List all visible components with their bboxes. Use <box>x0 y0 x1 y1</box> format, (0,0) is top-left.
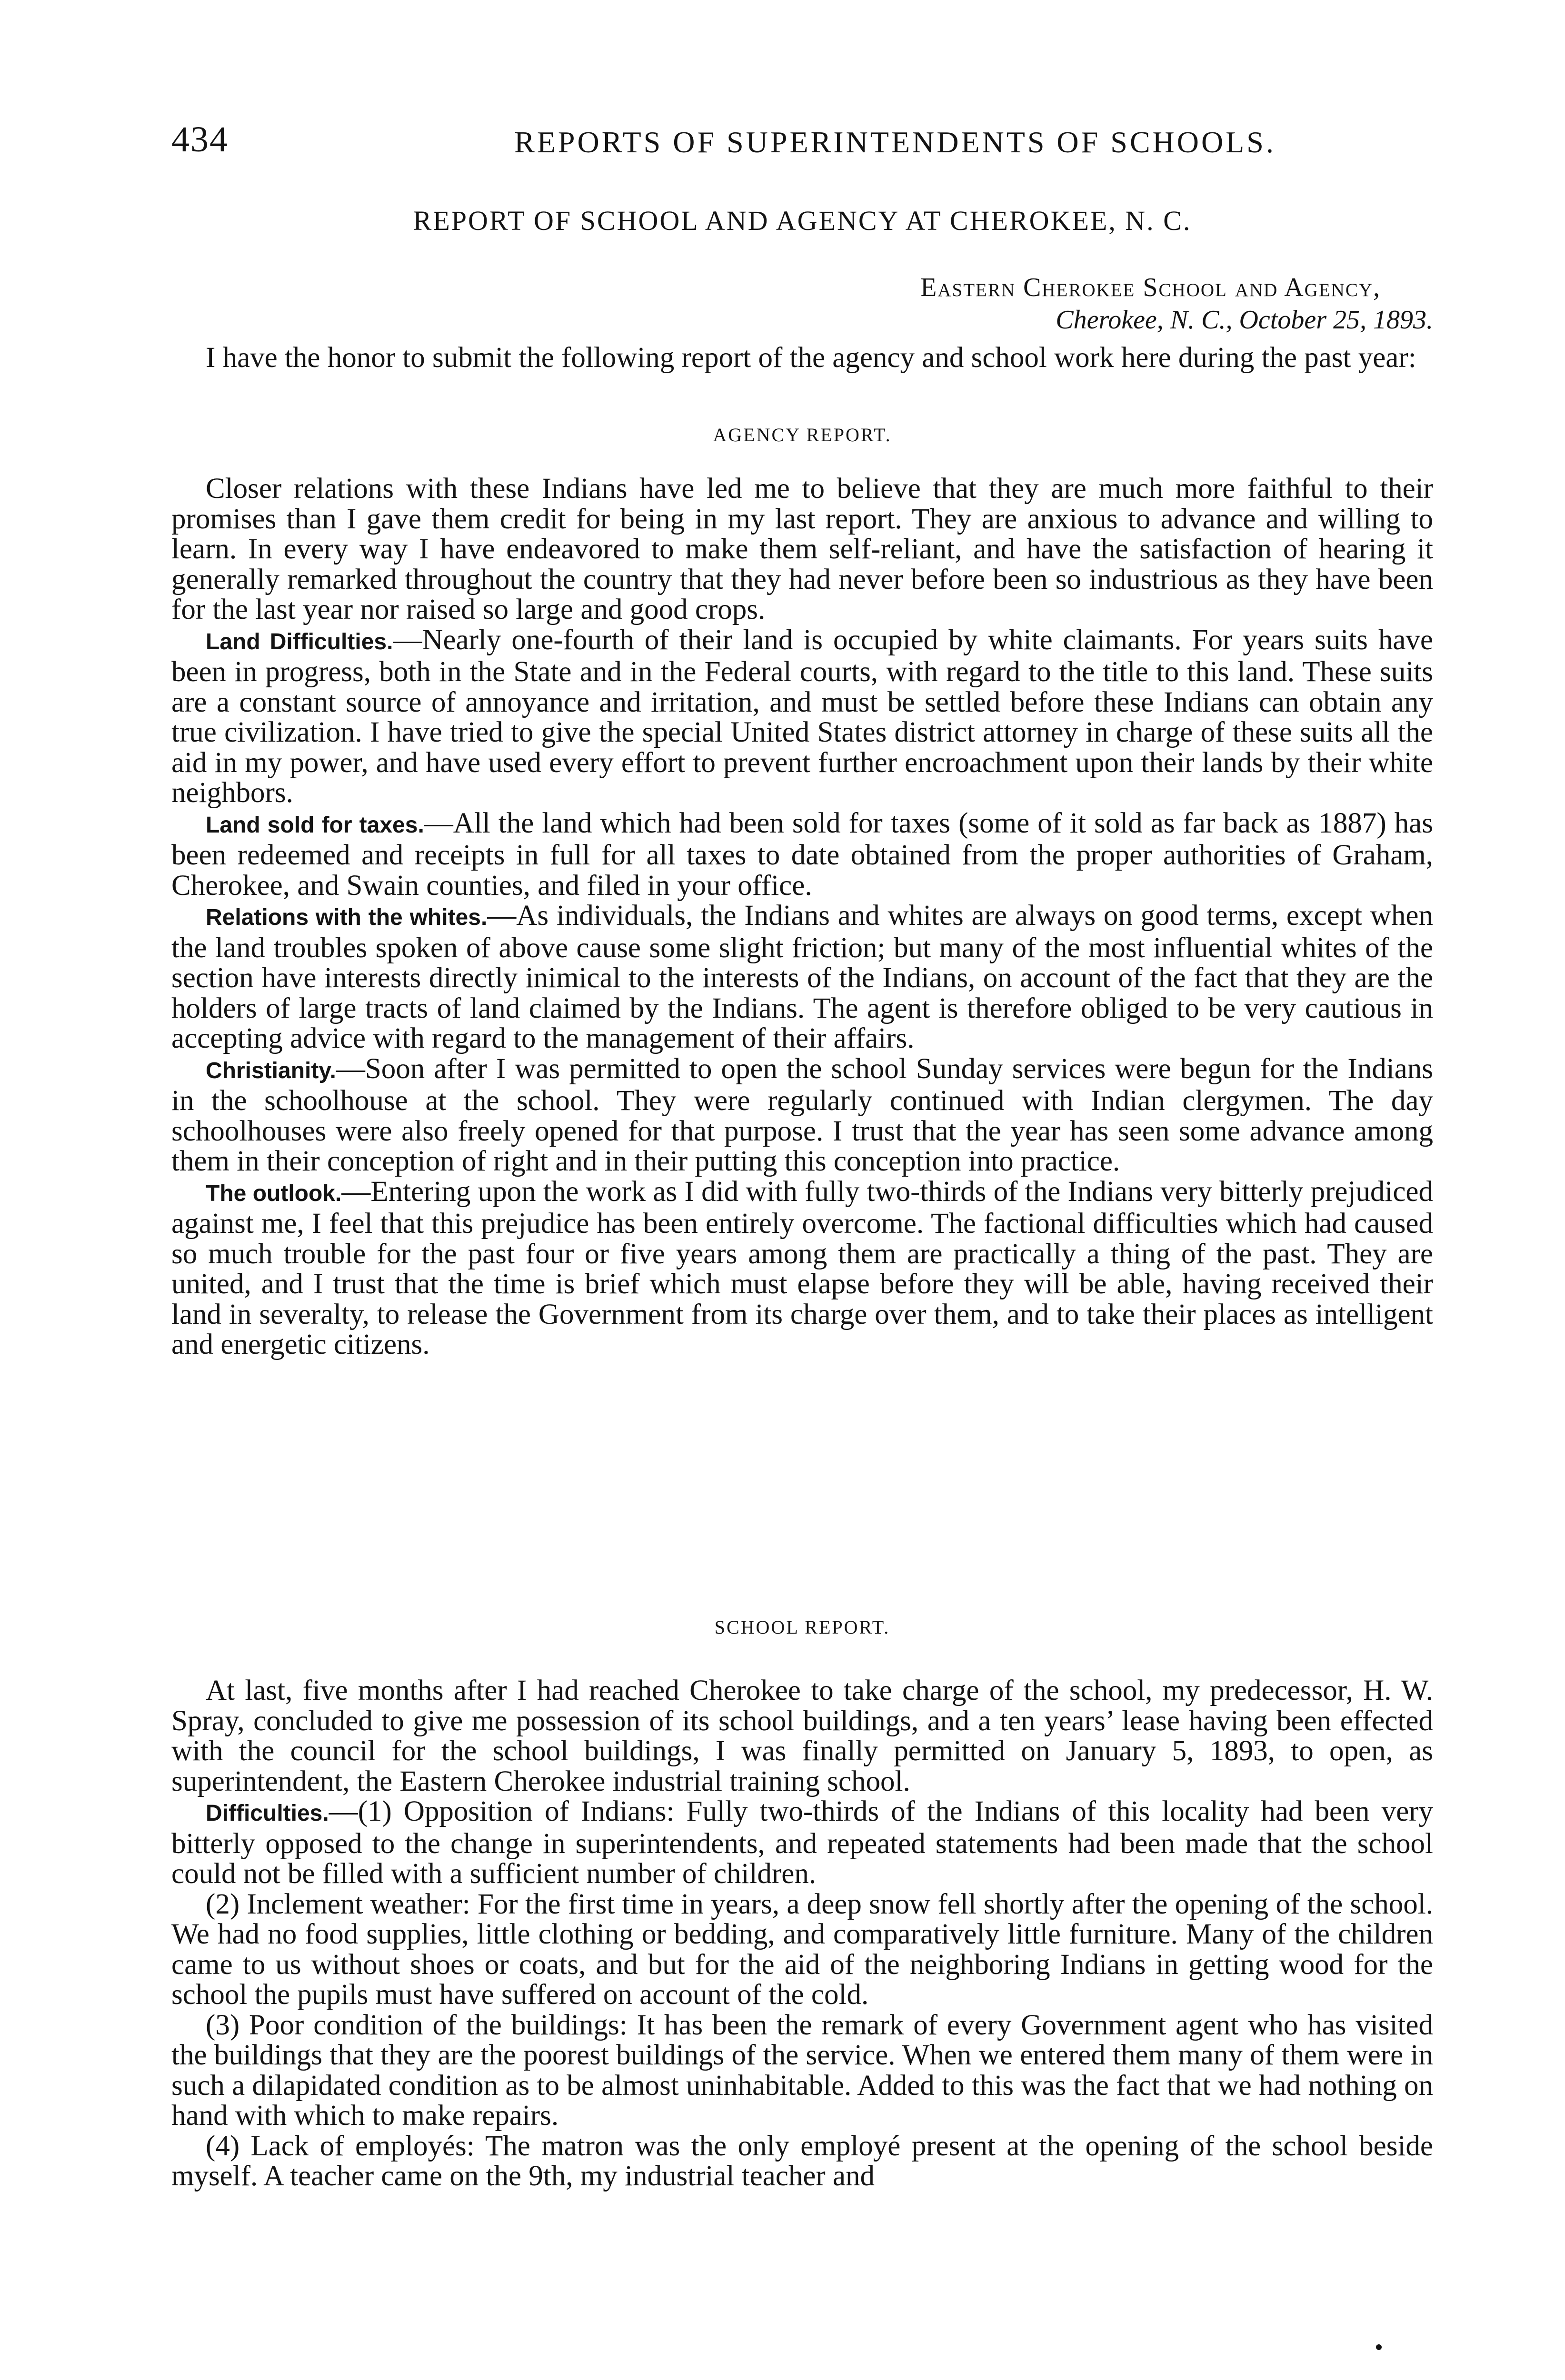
school-report-body <box>171 1676 1433 2192</box>
christianity-paragraph <box>171 1054 1433 1177</box>
intro-block <box>171 343 1433 373</box>
land-sold-lead: Land sold for taxes. <box>206 812 424 838</box>
employes-paragraph: (4) Lack of employés: The matron was the only employé present at the opening of the school beside myself. A teacher came on the 9th, my industrial teacher and <box>171 2130 1433 2192</box>
land-sold-text: —All the land which had been sold for taxes (some of it sold as far back as 1887) has been redeemed and receipts in full for all taxes to date obtained from the proper authorities of Graham, Cherokee, and Swain counties, and filed in your office. <box>171 807 1433 902</box>
school-opening-paragraph: At last, five months after I had reached Cherokee to take charge of the school, my predecessor, H. W. Spray, concluded to give me possession of its school buildings, and a ten years’ lease having been effected with the council for the school buildings, I was finally permitted on January 5, 1893, to open, as superintendent, the Eastern Cherokee industrial training school. <box>171 1675 1433 1797</box>
outlook-paragraph <box>171 1177 1433 1360</box>
agency-opening-paragraph: Closer relations with these Indians have led me to believe that they are much more faithful to their promises than I gave them credit for being in my last report. They are anxious to advance and willing to learn. In every way I have endeavored to make them self-reliant, and have the satisfaction of hearing it generally remarked throughout the country that they had never before been so industrious as they have been for the last year nor raised so large and good crops. <box>171 473 1433 625</box>
dateline <box>619 271 1433 336</box>
land-difficulties-paragraph <box>171 625 1433 808</box>
agency-report-body <box>171 474 1433 1360</box>
land-sold-paragraph <box>171 808 1433 901</box>
relations-paragraph <box>171 901 1433 1054</box>
report-title: REPORT OF SCHOOL AND AGENCY AT CHEROKEE, N. C. <box>413 205 1192 236</box>
land-difficulties-text: —Nearly one-fourth of their land is occupied by white claimants. For years suits have been in progress, both in the State and in the Federal courts, with regard to the title to this land. These suits are a constant source of annoyance and irritation, and must be settled before these Indians can obtain any true civilization. I have tried to give the special United States district attorney in charge of these suits all the aid in my power, and have used every effort to prevent further encroachment upon their lands by their white neighbors. <box>171 624 1433 809</box>
christianity-lead: Christianity. <box>206 1058 336 1083</box>
weather-paragraph: (2) Inclement weather: For the first time in years, a deep snow fell shortly after the opening of the school. We had no food supplies, little clothing or bedding, and comparatively little furniture. Many of the children came to us without shoes or coats, and but for the aid of the neighboring Indians in getting wood for the school the pupils must have suffered on account of the cold. <box>171 1888 1433 2011</box>
outlook-lead: The outlook. <box>206 1180 342 1206</box>
difficulties-paragraph <box>171 1796 1433 1889</box>
school-report-heading: SCHOOL REPORT. <box>714 1616 890 1638</box>
ink-dot <box>1376 2344 1382 2350</box>
running-title: REPORTS OF SUPERINTENDENTS OF SCHOOLS. <box>514 125 1276 159</box>
christianity-text: —Soon after I was permitted to open the school Sunday services were begun for the Indians in the schoolhouse at the school. They were regularly continued with Indian clergymen. The day schoolhouses were also freely opened for that purpose. I trust that the year has seen some advance among them in their conception of right and in their putting this conception into practice. <box>171 1052 1433 1177</box>
intro-paragraph: I have the honor to submit the following report of the agency and school work here during the past year: <box>206 342 1416 374</box>
running-header <box>171 119 1433 171</box>
difficulties-text: —(1) Opposition of Indians: Fully two-thirds of the Indians of this locality had been very bitterly opposed to the change in superintendents, and repeated statements had been made that the school could not be filled with a sufficient number of children. <box>171 1795 1433 1890</box>
relations-text: —As individuals, the Indians and whites are always on good terms, except when the land troubles spoken of above cause some slight friction; but many of the most influential whites of the section have interests directly inimical to the interests of the Indians, on account of the fact that they are the holders of large tracts of land claimed by the Indians. The agent is therefore obliged to be very cautious in accepting advice with regard to the management of their affairs. <box>171 900 1433 1054</box>
difficulties-lead: Difficulties. <box>206 1801 329 1826</box>
agency-report-heading: AGENCY REPORT. <box>713 424 892 446</box>
dateline-place: Cherokee, N. C., October 25, 1893. <box>1056 305 1433 335</box>
buildings-paragraph: (3) Poor condition of the buildings: It has been the remark of every Government agent who has visited the buildings that they are the poorest buildings of the service. When we entered them many of them were in such a dilapidated condition as to be almost uninhabitable. Added to this was the fact that we had nothing on hand with which to make repairs. <box>171 2009 1433 2132</box>
land-difficulties-lead: Land Difficulties. <box>206 629 393 654</box>
page-number: 434 <box>171 119 229 159</box>
relations-lead: Relations with the whites. <box>206 905 488 930</box>
outlook-text: —Entering upon the work as I did with fully two-thirds of the Indians very bitterly prejudiced against me, I feel that this prejudice has been entirely overcome. The factional difficulties which had caused so much trouble for the past four or five years among them are practically a thing of the past. They are united, and I trust that the time is brief which must elapse before they will be able, having received their land in severalty, to release the Government from its charge over them, and to take their places as intelligent and energetic citizens. <box>171 1175 1433 1360</box>
dateline-org: Eastern Cherokee School and Agency, <box>920 273 1381 302</box>
